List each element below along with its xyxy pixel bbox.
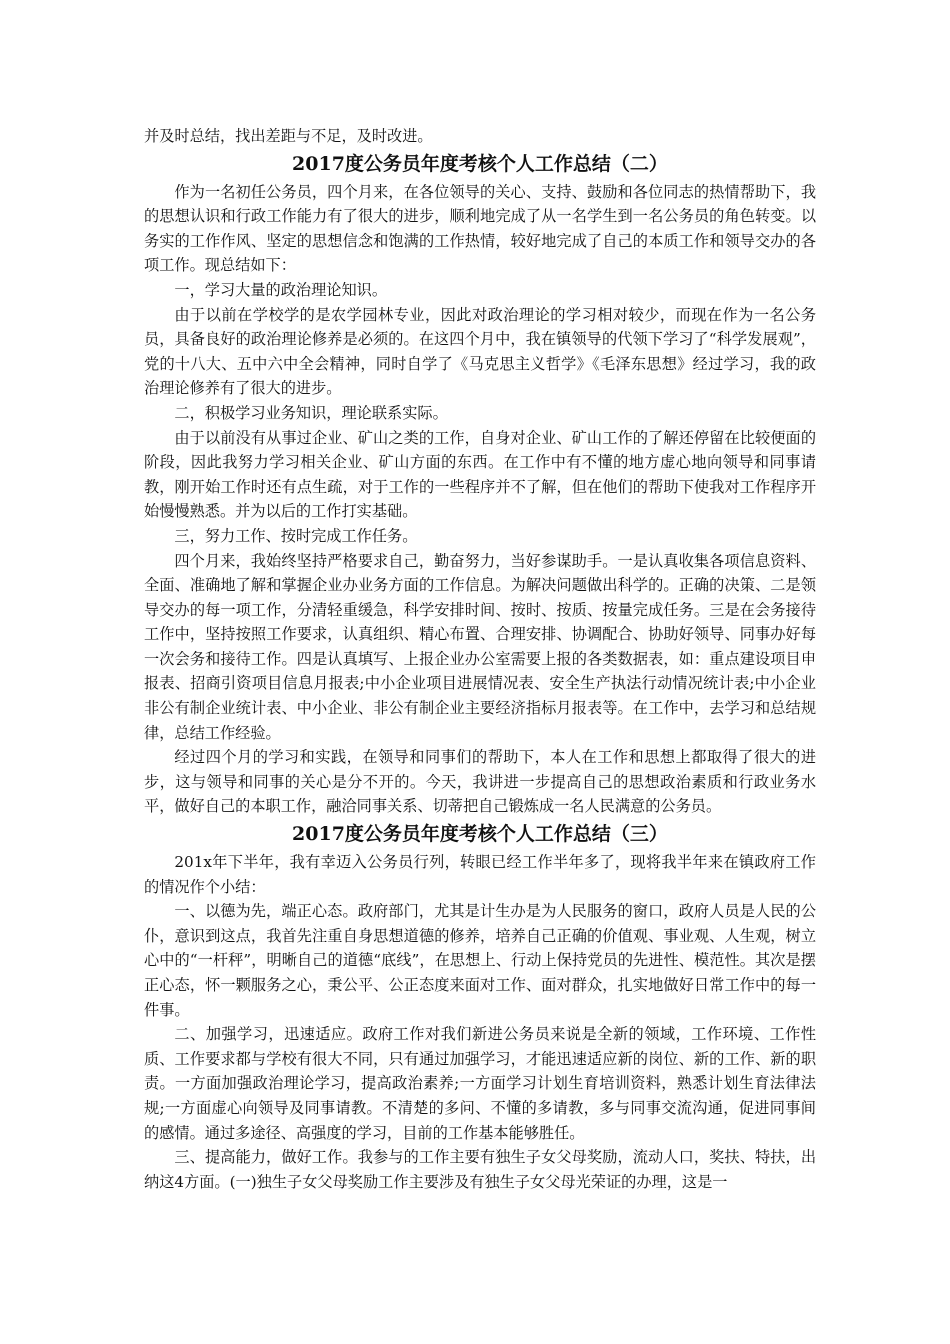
section-2-heading-3: 三，努力工作、按时完成工作任务。 <box>174 526 418 545</box>
section-2-paragraph: 经过四个月的学习和实践，在领导和同事们的帮助下，本人在工作和思想上都取得了很大的进步，这与领导和同事的关心是分不开的。今天，我讲进一步提高自己的思想政治素质和行政业务水平，做好自己的本职工作，融洽同事关系、切蒂把自己锻炼成一名人民满意的公务员。 <box>144 748 816 816</box>
section-2-paragraph: 由于以前没有从事过企业、矿山之类的工作，自身对企业、矿山工作的了解还停留在比较便面的阶段，因此我努力学习相关企业、矿山方面的东西。在工作中有不懂的地方虚心地向领导和同事请教，刚开始工作时还有点生疏，对于工作的一些程序并不了解，但在他们的帮助下使我对工作程序开始慢慢熟悉。并为以后的工作打实基础。 <box>144 428 816 521</box>
section-3-paragraph: 二、加强学习，迅速适应。政府工作对我们新进公务员来说是全新的领域，工作环境、工作性质、工作要求都与学校有很大不同，只有通过加强学习，才能迅速适应新的岗位、新的工作、新的职责。一方面加强政治理论学习，提高政治素养;一方面学习计划生育培训资料，熟悉计划生育法律法规;一方面虚心向领导及同事请教。不清楚的多问、不懂的多请教，多与同事交流沟通，促进同事间的感情。通过多途径、高强度的学习，目前的工作基本能够胜任。 <box>144 1025 816 1142</box>
intro-tail-paragraph: 并及时总结，找出差距与不足，及时改进。 <box>144 127 433 145</box>
section-2-paragraph: 四个月来，我始终坚持严格要求自己，勤奋努力，当好参谋助手。一是认真收集各项信息资料、全面、准确地了解和掌握企业办业务方面的工作信息。为解决问题做出科学的。正确的决策、二是领导交办的每一项工作，分清轻重缓急，科学安排时间、按时、按质、按量完成任务。三是在会务接待工作中，坚持按照工作要求，认真组织、精心布置、合理安排、协调配合、协助好领导、同事办好每一次会务和接待工作。四是认真填写、上报企业办公室需要上报的各类数据表，如：重点建设项目申报表、招商引资项目信息月报表;中小企业项目进展情况表、安全生产执法行动情况统计表;中小企业非公有制企业统计表、中小企业、非公有制企业主要经济指标月报表等。在工作中，去学习和总结规律，总结工作经验。 <box>144 551 816 742</box>
section-3-paragraph: 一、以德为先，端正心态。政府部门，尤其是计生办是为人民服务的窗口，政府人员是人民的公仆，意识到这点，我首先注重自身思想道德的修养，培养自己正确的价值观、事业观、人生观，树立心中的“一杆秤”，明晰自己的道德“底线”，在思想上、行动上保持党员的先进性、模范性。其次是摆正心态，怀一颗服务之心，秉公平、公正态度来面对工作、面对群众，扎实地做好日常工作中的每一件事。 <box>144 902 816 1019</box>
section-2-paragraph: 作为一名初任公务员，四个月来，在各位领导的关心、支持、鼓励和各位同志的热情帮助下，我的思想认识和行政工作能力有了很大的进步，顺利地完成了从一名学生到一名公务员的角色转变。以务实的工作作风、坚定的思想信念和饱满的工作热情，较好地完成了自己的本质工作和领导交办的各项工作。现总结如下： <box>144 182 816 275</box>
section-2-heading-2: 二，积极学习业务知识，理论联系实际。 <box>174 403 448 422</box>
section-2-heading-1: 一，学习大量的政治理论知识。 <box>174 280 388 299</box>
section-3-title: 2017度公务员年度考核个人工作总结（三） <box>292 823 668 846</box>
document-page <box>144 124 816 1194</box>
section-2-title: 2017度公务员年度考核个人工作总结（二） <box>292 152 668 175</box>
section-3-paragraph: 201x年下半年，我有幸迈入公务员行列，转眼已经工作半年多了，现将我半年来在镇政府工作的情况作个小结： <box>144 853 816 896</box>
section-3-paragraph: 三、提高能力，做好工作。我参与的工作主要有独生子女父母奖励，流动人口，奖扶、特扶，出纳这4方面。(一)独生子女父母奖励工作主要涉及有独生子女父母光荣证的办理，这是一 <box>144 1148 816 1191</box>
section-2-paragraph: 由于以前在学校学的是农学园林专业，因此对政治理论的学习相对较少，而现在作为一名公务员，具备良好的政治理论修养是必须的。在这四个月中，我在镇领导的代领下学习了“科学发展观”，党的十八大、五中六中全会精神，同时自学了《马克思主义哲学》《毛泽东思想》经过学习，我的政治理论修养有了很大的进步。 <box>144 305 816 398</box>
